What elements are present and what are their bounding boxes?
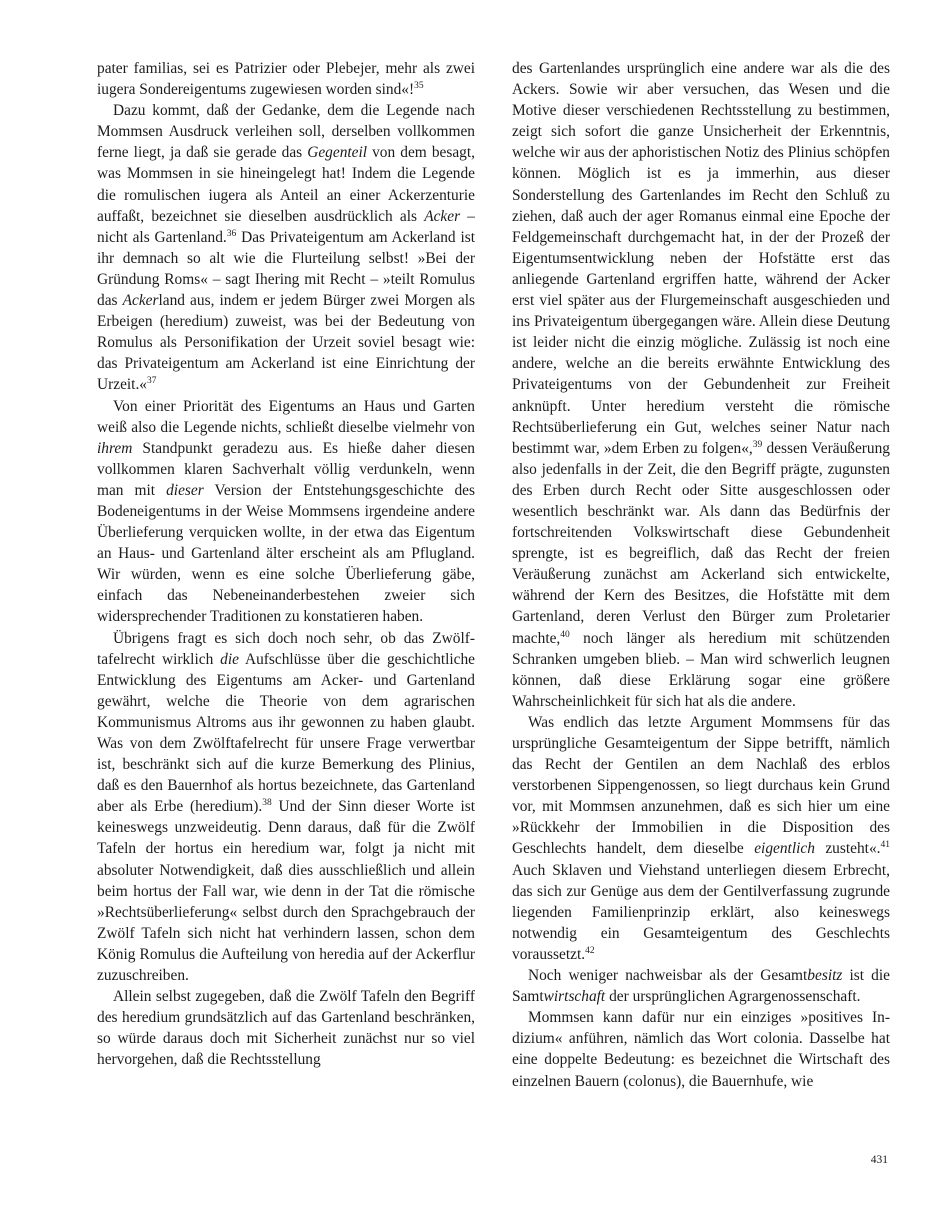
- paragraph: [97, 396, 475, 628]
- emphasized-text: dieser: [166, 481, 204, 499]
- text-run: Von einer Priorität des Eigentums an Haus und Garten weiß also die Legende nichts, schließt dieselbe vielmehr von: [97, 397, 475, 436]
- text-run: Auch Sklaven und Viehstand unterliegen diesem Erbrecht, das sich zur Genüge aus dem der Gentilverfassung zugrunde liegenden Familienprinzip erklärt, also keineswegs notwendig ein Gesamteigentum des Geschlechts voraussetzt.: [512, 861, 890, 963]
- text-run: – nicht als Gartenland.: [97, 207, 476, 246]
- text-run: Noch weniger nachweisbar als der Gesamt: [528, 967, 808, 985]
- footnote-marker: 40: [560, 629, 570, 640]
- text-run: ist die Samt: [512, 967, 890, 1006]
- paragraph: [512, 712, 890, 965]
- emphasized-text: Gegenteil: [307, 144, 368, 162]
- paragraph: [97, 628, 475, 987]
- text-run: von dem besagt, was Mommsen in sie hineingelegt hat! Indem die Legende die romulischen iugera als Anteil an einer Ackerzenturie auffaßt, bezeichnet sie dieselben ausdrücklich als: [97, 144, 475, 225]
- emphasized-text: Acker: [424, 207, 461, 225]
- text-run: Mommsen kann dafür nur ein einziges »positives Indizium« anführen, nämlich das Wort colonia. Dasselbe hat eine doppelte Bedeutung: es bezeichnet die Wirtschaft des einzelnen Bauern (colonus), die Bauernhufe, wie: [512, 1009, 890, 1090]
- text-run: pater familias, sei es Patrizier oder Plebejer, mehr als zwei iugera Sondereigentums zugewiesen worden sind«!: [97, 60, 475, 99]
- text-run: Übrigens fragt es sich doch noch sehr, ob das Zwölftafelrecht wirklich: [97, 629, 475, 668]
- paragraph: [97, 58, 475, 100]
- footnote-marker: 36: [226, 228, 237, 239]
- text-run: des Gartenlandes ursprünglich eine andere war als die des Ackers. Sowie wir aber versuchen, das Wesen und die Motive dieser verschiedenen Rechtsstellung zu bestimmen, zeigt sich sofort die ganze Unsicherheit der Erkenntnis, welche wir aus der aphoristischen Notiz des Plinius schöpfen können. Möglich ist es ja immerhin, aus dieser Sonderstellung des Gartenlandes im Recht den Schluß zu ziehen, daß auch der ager Romanus einmal eine Epoche der Feldgemeinschaft durchgemacht hat, in der der Prozeß der Eigentumsentwicklung neben der Hofstätte erst das anliegende Gartenland ergriffen hatte, während der Acker erst viel später aus der Flurgemeinschaft ausgeschieden und ins Privateigentum übergegangen wäre. Allein diese Deutung ist leider nicht die einzig mögliche. Zulässig ist noch eine andere, welche an die bereits erwähnte Entwicklung des Privateigentums von der Gebundenheit zur Freiheit anknüpft. Unter heredium versteht die römische Rechtsüberlieferung ein Gut, welches seiner Natur nach bestimmt war, »dem Erben zu folgen«,: [512, 60, 890, 457]
- right-text-column: [512, 58, 890, 1092]
- emphasized-text: Acker: [122, 292, 159, 310]
- paragraph: [97, 986, 475, 1070]
- text-run: Version der Entstehungsgeschichte des Bodeneigentums in der Weise Mommsens irgendeine andere Überlieferung verquicken wollte, in der etwa das Eigentum an Haus- und Gartenland älter erscheint als am Pflugland. Wir würden, wenn es eine solche Überlieferung gäbe, einfach das Nebeneinanderbestehen zweier sich widersprechender Traditionen zu konstatieren haben.: [97, 481, 475, 626]
- left-text-column: [97, 58, 475, 1071]
- text-run: Das Privateigentum am Ackerland ist ihr demnach so alt wie die Flurteilung selbst! »Bei der Gründung Roms« – sagt Ihering mit Recht – »teilt Romulus das: [97, 228, 475, 310]
- text-run: Dazu kommt, daß der Gedanke, dem die Legende nach Mommsen Ausdruck verleihen soll, derselben vollkommen ferne liegt, ja daß sie gerade das: [97, 102, 475, 162]
- text-run: Allein selbst zugegeben, daß die Zwölf Tafeln den Begriff des heredium grundsätzlich auf das Gartenland beschränken, so würde daraus doch mit Sicherheit zunächst nur so viel hervorgehen, daß die Rechtsstellung: [97, 988, 475, 1069]
- emphasized-text: wirtschaft: [543, 988, 606, 1006]
- text-run: Aufschlüsse über die geschichtliche Entwicklung des Eigentums am Acker- und Gartenland gewährt, welche die Theorie von dem agrarischen Kommunismus Altroms aus ihr gewonnen zu haben glaubt. Was von dem Zwölftafelrecht für unsere Frage verwertbar ist, beschränkt sich auf die kurze Bemerkung des Plinius, daß es den Bauernhof als hortus bezeichnete, das Gartenland aber als Erbe (heredium).: [97, 650, 475, 816]
- page-number: 431: [870, 1154, 888, 1166]
- footnote-marker: 41: [880, 840, 890, 851]
- paragraph: [512, 1007, 890, 1091]
- emphasized-text: eigentlich: [754, 840, 815, 858]
- emphasized-text: ihrem: [97, 439, 133, 457]
- emphasized-text: die: [220, 650, 239, 668]
- text-run: dessen Veräußerung also jedenfalls in der Zeit, die den Begriff prägte, zugunsten des Erben durch Recht oder Sitte ausgeschlossen oder wesentlich beschränkt war. Als dann das Bedürfnis der fortschreitenden Volkswirtschaft diese Gebundenheit sprengte, ist es begreiflich, daß das Recht der freien Veräußerung zunächst am Ackerland sich entwickelte, während der Kern des Besitzes, die Hofstätte mit dem Gartenland, deren Verlust den Bürger zum Proletarier machte,: [512, 439, 891, 647]
- footnote-marker: 39: [752, 439, 763, 450]
- footnote-marker: 37: [147, 376, 157, 387]
- paragraph: [512, 965, 890, 1007]
- text-run: land aus, indem er jedem Bürger zwei Morgen als Erbeigen (heredium) zuweist, was bei der Bedeutung von Romulus als Personifikation der Urzeit soviel besagt wie: das Privateigentum am Ackerland ist eine Einrichtung der Urzeit.«: [97, 292, 475, 394]
- footnote-marker: 38: [262, 798, 272, 809]
- text-run: noch länger als heredium mit schützenden Schranken umgeben blieb. – Man wird schwerlich leugnen können, daß diese Erklärung sogar eine größere Wahrscheinlichkeit für sich hat als die andere.: [512, 629, 890, 710]
- text-run: Und der Sinn dieser Worte ist keineswegs unzweideutig. Denn daraus, daß für die Zwölf Tafeln der hortus ein heredium war, folgt ja nicht mit absoluter Notwendigkeit, daß dies ausschließlich und allein beim hortus der Fall war, wie denn in der Tat die römische »Rechtsüberlieferung« selbst durch den Sprachgebrauch der Zwölf Tafeln sich nicht hat verhindern lassen, schon dem König Romulus die Aufteilung von heredia auf der Ackerflur zuzuschreiben.: [97, 798, 475, 985]
- text-run: Was endlich das letzte Argument Mommsens für das ursprüngliche Gesamteigentum der Sippe betrifft, nämlich das Recht der Gentilen an dem Nachlaß des erblos verstorbenen Sippengenossen, so liegt durchaus kein Grund vor, mit Mommsen anzunehmen, daß es sich hier um eine »Rückkehr der Immobilien in die Disposition des Geschlechts handelt, dem dieselbe: [512, 713, 890, 858]
- footnote-marker: 42: [585, 945, 595, 956]
- text-run: Standpunkt geradezu aus. Es hieße daher diesen vollkommen klaren Sachverhalt völlig verdunkeln, wenn man mit: [97, 439, 475, 499]
- paragraph: [97, 100, 475, 395]
- emphasized-text: besitz: [807, 967, 843, 985]
- footnote-marker: 35: [414, 81, 424, 92]
- paragraph: [512, 58, 890, 712]
- text-run: zusteht«.: [814, 840, 881, 858]
- text-run: der ursprünglichen Agrargenossenschaft.: [605, 988, 861, 1006]
